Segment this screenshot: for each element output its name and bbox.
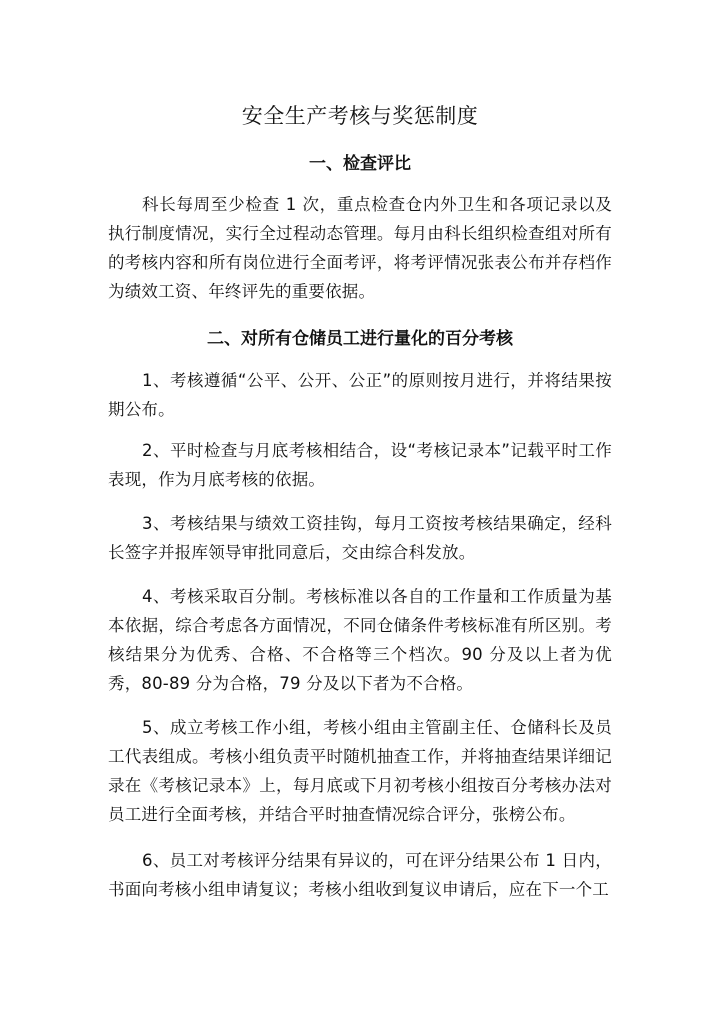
section-heading-inspection: 一、检查评比 — [309, 154, 411, 174]
assessment-item-1: 1、考核遵循“公平、公开、公正”的原则按月进行，并将结果按期公布。 — [108, 371, 612, 419]
assessment-item-4: 4、考核采取百分制。考核标准以各自的工作量和工作质量为基本依据，综合考虑各方面情况，不同仓储条件考核标准有所区别。考核结果分为优秀、合格、不合格等三个档次。90 分及以上者为优秀，80-89 分为合格，79 分及以下者为不合格。 — [108, 587, 612, 693]
section-heading-assessment: 二、对所有仓储员工进行量化的百分考核 — [207, 329, 513, 349]
paragraph-inspection: 科长每周至少检查 1 次，重点检查仓内外卫生和各项记录以及执行制度情况，实行全过程动态管理。每月由科长组织检查组对所有的考核内容和所有岗位进行全面考评，将考评情况张表公布并存档作为绩效工资、年终评先的重要依据。 — [108, 195, 612, 301]
document-title: 安全生产考核与奖惩制度 — [241, 104, 479, 128]
assessment-item-6: 6、员工对考核评分结果有异议的，可在评分结果公布 1 日内，书面向考核小组申请复议；考核小组收到复议申请后，应在下一个工 — [108, 851, 612, 899]
assessment-item-3: 3、考核结果与绩效工资挂钩，每月工资按考核结果确定，经科长签字并报库领导审批同意后，交由综合科发放。 — [108, 514, 612, 562]
assessment-item-2: 2、平时检查与月底考核相结合，设“考核记录本”记载平时工作表现，作为月底考核的依据。 — [108, 441, 612, 489]
assessment-item-5: 5、成立考核工作小组，考核小组由主管副主任、仓储科长及员工代表组成。考核小组负责平时随机抽查工作，并将抽查结果详细记录在《考核记录本》上，每月底或下月初考核小组按百分考核办法对员工进行全面考核，并结合平时抽查情况综合评分，张榜公布。 — [108, 718, 612, 824]
